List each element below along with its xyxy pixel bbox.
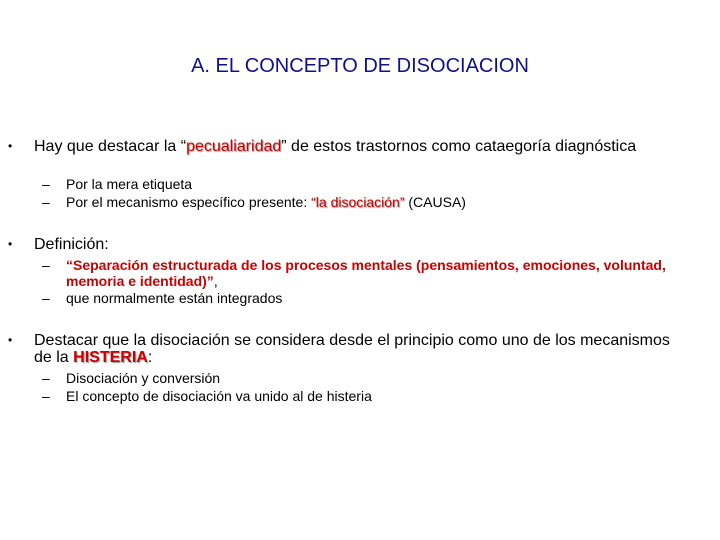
definition-quote: “Separación estructurada de los procesos mentales (pensamientos, emociones, voluntad, memoria e identidad)”	[66, 257, 666, 289]
dash-marker: –	[42, 290, 50, 306]
bullet-marker: •	[8, 139, 13, 153]
dash-marker: –	[42, 257, 50, 273]
dash-marker: –	[42, 176, 50, 192]
dash-marker: –	[42, 388, 50, 404]
highlight-pecualiaridad: pecualiaridad	[186, 138, 282, 155]
slide-title: A. EL CONCEPTO DE DISOCIACION	[191, 55, 529, 77]
dash-marker: –	[42, 194, 50, 210]
bullet-marker: •	[8, 237, 13, 251]
dash-marker: –	[42, 370, 50, 386]
bullet-marker: •	[8, 333, 13, 347]
bullet-text: Hay que destacar la “pecualiaridad” de estos trastornos como cataegoría diagnóstica	[34, 138, 637, 155]
highlight-histeria: HISTERIA	[73, 349, 148, 366]
highlight-la-disociacion: “la disociación”	[311, 194, 405, 210]
